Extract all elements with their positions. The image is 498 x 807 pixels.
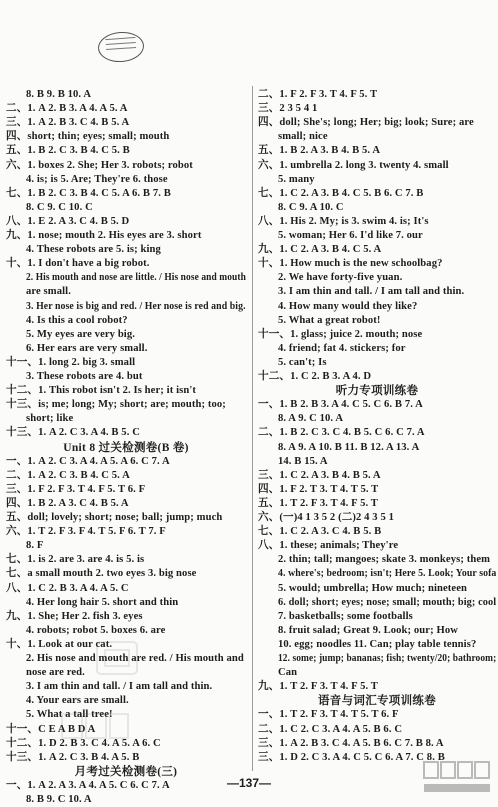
answer-line: 8. C 9. A 10. C: [278, 201, 344, 213]
answer-line: 十三、1. A 2. C 3. A 4. B 5. C: [6, 427, 140, 439]
answer-line: 一、1. B 2. B 3. A 4. C 5. C 6. B 7. A: [258, 399, 423, 411]
answer-line: 五、1. B 2. C 3. B 4. C 5. B: [6, 145, 130, 157]
answer-line: 二、1. F 2. F 3. T 4. F 5. T: [258, 89, 378, 100]
answer-line: 三、1. A 2. B 3. C 4. A 5. B 6. C 7. B 8. A: [258, 737, 444, 749]
answer-line: 5. What a great robot!: [278, 314, 381, 326]
answer-line: 五、doll; lovely; short; nose; ball; jump; much: [6, 512, 223, 523]
answer-line: 十一、1. long 2. big 3. small: [6, 356, 136, 368]
answer-line: 3. I am thin and tall. / I am tall and thin.: [26, 681, 213, 693]
answer-line: 5. What a tall tree!: [26, 709, 113, 721]
answer-line: 一、1. T 2. F 3. T 4. T 5. T 6. F: [258, 709, 399, 721]
answer-line: small; nice: [278, 131, 328, 143]
answer-line: 十三、1. A 2. C 3. B 4. A 5. B: [6, 751, 140, 763]
answer-line: 2. His mouth and nose are little. / His nose and mouth: [26, 272, 246, 284]
answer-line: 七、1. B 2. C 3. B 4. C 5. A 6. B 7. B: [6, 187, 171, 199]
answer-line: 七、a small mouth 2. two eyes 3. big nose: [6, 568, 197, 580]
faint-watermark-mark: [60, 710, 130, 744]
answer-line: 5. My eyes are very big.: [26, 328, 135, 340]
answer-line: 4. is; is 5. Are; They're 6. those: [26, 173, 168, 185]
answer-line: 十、1. I don't have a big robot.: [6, 258, 150, 270]
answer-line: 四、doll; She's; long; Her; big; look; Sure; are: [258, 117, 474, 129]
answer-line: 3. I am thin and tall. / I am tall and thin.: [278, 286, 465, 298]
answer-line: 六、1. boxes 2. She; Her 3. robots; robot: [6, 159, 193, 171]
answer-line: 4. How many would they like?: [278, 300, 418, 312]
answer-line: 十二、1. C 2. B 3. A 4. D: [258, 371, 372, 382]
answer-line: 8. fruit salad; Great 9. Look; our; How: [278, 624, 458, 636]
answer-line: 八、1. His 2. My; is 3. swim 4. is; It's: [258, 215, 429, 227]
answer-line: 四、1. B 2. A 3. C 4. B 5. A: [6, 497, 129, 509]
answer-line: 七、1. C 2. A 3. B 4. C 5. B 6. C 7. B: [258, 187, 424, 199]
answer-line: 4. friend; fat 4. stickers; for: [278, 342, 406, 354]
answer-line: 四、1. F 2. T 3. T 4. T 5. T: [258, 483, 379, 495]
answer-line: 十、1. How much is the new schoolbag?: [258, 258, 443, 270]
answer-line: 九、1. nose; mouth 2. His eyes are 3. short: [6, 230, 202, 241]
answer-line: 4. These robots are 5. is; king: [26, 244, 161, 256]
answer-line: 六、(一)4 1 3 5 2 (二)2 4 3 5 1: [258, 512, 394, 523]
answer-line: 5. woman; Her 6. I'd like 7. our: [278, 230, 423, 241]
answer-line: 6. doll; short; eyes; nose; small; mouth; big; cool: [278, 596, 497, 608]
answer-line: 二、1. A 2. C 3. B 4. C 5. A: [6, 469, 130, 481]
answer-line: 5. would; umbrella; How much; nineteen: [278, 582, 467, 594]
section-heading: Unit 8 过关检测卷(B 卷): [63, 441, 189, 454]
answer-line: 九、1. She; Her 2. fish 3. eyes: [6, 610, 143, 622]
answer-line: 十、1. Look at our cat.: [6, 638, 113, 650]
answer-line: 三、1. D 2. C 3. A 4. C 5. C 6. A 7. C 8. B: [258, 751, 445, 763]
faint-stamp-mark: [95, 640, 139, 676]
answer-line: short; like: [26, 413, 74, 425]
answer-line: 二、1. B 2. C 3. C 4. B 5. C 6. C 7. A: [258, 427, 425, 439]
answer-line: 6. Her ears are very small.: [26, 342, 148, 354]
answer-line: 一、1. A 2. A 3. A 4. A 5. C 6. C 7. A: [6, 779, 170, 791]
answer-line: 十二、1. This robot isn't 2. Is her; it isn't: [6, 385, 197, 397]
answer-line: 2. His nose and mouth are red. / His mouth and: [26, 653, 244, 664]
answer-line: 一、1. A 2. C 3. A 4. A 5. A 6. C 7. A: [6, 455, 170, 467]
answer-line: 六、1. T 2. F 3. F 4. T 5. F 6. T 7. F: [6, 526, 166, 538]
answer-line: 八、1. C 2. B 3. A 4. A 5. C: [6, 582, 129, 594]
answer-line: 二、1. A 2. B 3. A 4. A 5. A: [6, 103, 128, 115]
answer-line: 九、1. C 2. A 3. B 4. C 5. A: [258, 244, 382, 256]
answer-line: 4. where's; bedroom; isn't; Here 5. Look; Your sofa: [278, 568, 497, 580]
watermark-logo: [422, 759, 492, 797]
answer-line: 八、1. these; animals; They're: [258, 540, 399, 552]
answer-line: 三、2 3 5 4 1: [258, 103, 318, 115]
answer-line: 二、1. C 2. C 3. A 4. A 5. B 6. C: [258, 723, 403, 735]
column-divider: [252, 86, 253, 771]
answer-line: 8. B 9. C 10. A: [26, 794, 92, 805]
answer-line: 4. robots; robot 5. boxes 6. are: [26, 624, 166, 636]
answer-line: 5. many: [278, 173, 315, 185]
answer-line: 十二、1. D 2. B 3. C 4. A 5. A 6. C: [6, 737, 161, 749]
answer-line: 4. Is this a cool robot?: [26, 314, 128, 326]
answer-line: 3. These robots are 4. but: [26, 371, 143, 382]
answer-line: 六、1. umbrella 2. long 3. twenty 4. small: [258, 159, 449, 171]
answer-line: Can: [278, 667, 298, 679]
answer-line: 五、1. B 2. A 3. B 4. B 5. A: [258, 145, 381, 157]
answer-line: 十一、C E A B D A: [6, 723, 96, 735]
answer-line: 8. A 9. A 10. B 11. B 12. A 13. A: [278, 441, 420, 453]
answer-line: are small.: [26, 286, 71, 298]
answer-line: nose are red.: [26, 667, 85, 679]
answer-line: 四、short; thin; eyes; small; mouth: [6, 131, 170, 143]
answer-line: 五、1. T 2. F 3. T 4. F 5. T: [258, 497, 378, 509]
seal-stamp: [97, 30, 145, 63]
answer-line: 8. A 9. C 10. A: [278, 413, 344, 425]
answer-line: 三、1. F 2. F 3. T 4. F 5. T 6. F: [6, 483, 146, 495]
answer-line: 12. some; jump; bananas; fish; twenty/20; bathroom;: [278, 653, 497, 664]
section-heading: 月考过关检测卷(三): [74, 765, 178, 778]
answer-line: 三、1. A 2. B 3. C 4. B 5. A: [6, 117, 130, 129]
answer-line: 8. B 9. B 10. A: [26, 89, 92, 100]
answer-line: 十三、is; me; long; My; short; are; mouth; too;: [6, 399, 226, 411]
answer-line: 10. egg; noodles 11. Can; play table tennis?: [278, 638, 477, 650]
answer-line: 七、1. C 2. A 3. C 4. B 5. B: [258, 526, 382, 538]
answer-line: 三、1. C 2. A 3. B 4. B 5. A: [258, 469, 381, 481]
answer-line: 七、1. is 2. are 3. are 4. is 5. is: [6, 554, 145, 566]
answer-line: 7. basketballs; some footballs: [278, 610, 413, 622]
page-number: —137—: [226, 776, 272, 790]
answer-line: 2. thin; tall; mangoes; skate 3. monkeys; them: [278, 554, 491, 566]
section-heading: 听力专项训练卷: [335, 385, 419, 398]
answer-line: 4. Your ears are small.: [26, 695, 129, 707]
answer-line: 九、1. T 2. F 3. T 4. F 5. T: [258, 681, 378, 693]
answer-line: 2. We have forty-five yuan.: [278, 272, 403, 284]
section-heading: 语音与词汇专项训练卷: [318, 695, 436, 708]
answer-line: 十一、1. glass; juice 2. mouth; nose: [258, 328, 423, 340]
answer-line: 4. Her long hair 5. short and thin: [26, 596, 179, 608]
answer-line: 8. F: [26, 540, 44, 552]
answer-line: 5. can't; Is: [278, 356, 327, 368]
answer-line: 8. C 9. C 10. C: [26, 201, 93, 213]
answer-line: 八、1. E 2. A 3. C 4. B 5. D: [6, 215, 130, 227]
answer-line: 14. B 15. A: [278, 455, 328, 467]
answer-line: 3. Her nose is big and red. / Her nose is red and big.: [26, 300, 246, 312]
